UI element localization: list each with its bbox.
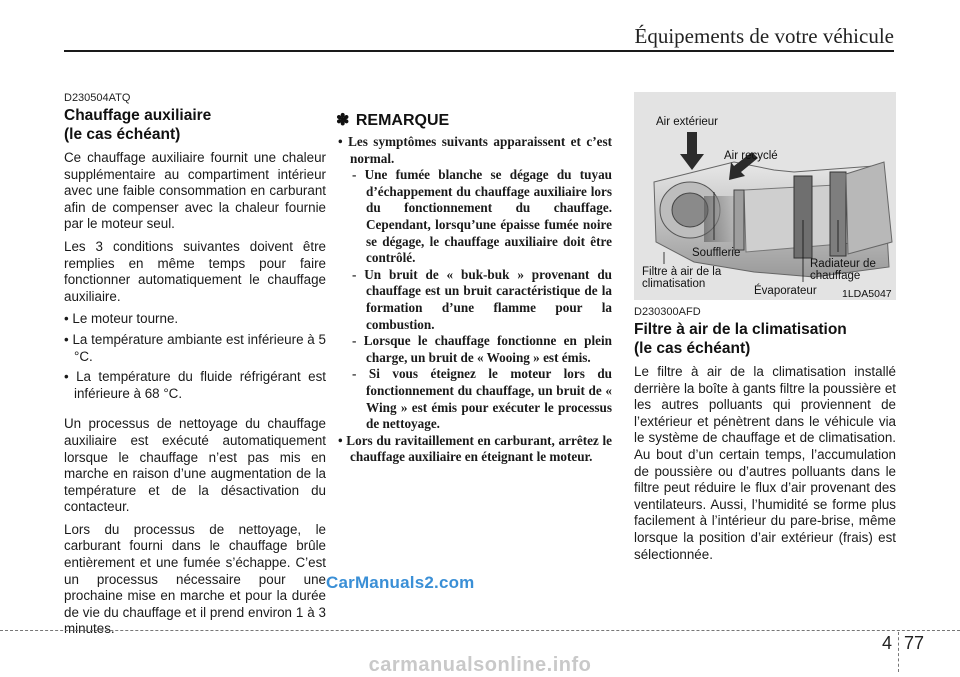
bullet-item: • La température ambiante est inférieure à 5 °C. xyxy=(64,331,326,364)
page-number: 77 xyxy=(904,633,925,653)
column-air-filter xyxy=(634,92,896,569)
heading-line-1: Filtre à air de la climatisation xyxy=(634,321,847,338)
paragraph: Le filtre à air de la climatisation installé derrière la boîte à gants filtre la poussière et les autres polluants qui proviennent de l’extérieur et pénètrent dans le véhicule via le système de chauffage et de climatisation. Au bout d’un certain temps, l’accumulation de poussière ou d’autres polluants dans le filtre peut réduire le flux d’air provenant des ventilateurs. Aussi, l’humidité se forme plus facilement à l’intérieur du pare-brise, même lorsque la position d’air extérieur (frais) est sélectionnée. xyxy=(634,364,896,562)
section-code: D230300AFD xyxy=(634,306,701,318)
label-blower: Soufflerie xyxy=(692,247,741,259)
page-header-title: Équipements de votre véhicule xyxy=(634,24,894,48)
figure-code: 1LDA5047 xyxy=(842,288,892,300)
remark-subitem: - Une fumée blanche se dégage du tuyau d’échappement du chauffage auxiliaire lors du fonctionnement du chauffage. Cependant, lorsqu’une épaisse fumée noire se dégage, le chauffage auxiliaire doit être contrôlé. xyxy=(352,167,612,266)
bullet-item: • Le moteur tourne. xyxy=(64,311,179,327)
paragraph: Un processus de nettoyage du chauffage auxiliaire est exécuté automatiquement lorsque le chauffage n’est pas mis en marche en raison d’une augmentation de la température et de la désactivation du contacteur. xyxy=(64,416,326,515)
bottom-watermark: carmanualsonline.info xyxy=(368,654,592,676)
remark-subitem: - Un bruit de « buk-buk » provenant du chauffage est un bruit caractéristique de la formation d’une flamme pour la combustion. xyxy=(352,266,612,332)
paragraph: Lors du processus de nettoyage, le carburant fourni dans le chauffage brûle entièrement et une fumée s’échappe. C’est un processus nécessaire pour une prochaine mise en marche et pour la durée de vie du chauffage et il prend environ 1 à 3 minutes. xyxy=(64,521,326,637)
header-rule xyxy=(64,50,894,52)
star-icon: ✽ xyxy=(336,112,350,129)
section-heading xyxy=(634,320,896,358)
remark-item: • Les symptômes suivants apparaissent et c’est normal. xyxy=(338,134,612,166)
remark-title xyxy=(336,110,612,130)
watermark-logo: CarManuals2.com xyxy=(326,573,475,592)
remark-title-text: REMARQUE xyxy=(355,112,450,129)
section-heading xyxy=(64,106,326,144)
heading-line-1: Chauffage auxiliaire xyxy=(64,107,212,124)
footer-rule xyxy=(0,630,960,631)
remark-item: • Lors du ravitaillement en carburant, arrêtez le chauffage auxiliaire en éteignant le moteur. xyxy=(338,432,612,465)
label-heater-core: Radiateur de chauffage xyxy=(810,258,876,282)
label-outside-air: Air extérieur xyxy=(656,116,718,128)
section-code: D230504ATQ xyxy=(64,92,131,104)
paragraph: Les 3 conditions suivantes doivent être remplies en même temps pour faire fonctionner automatiquement le chauffage auxiliaire. xyxy=(64,238,326,304)
label-recirculated-air: Air recyclé xyxy=(724,150,778,162)
heading-line-2: (le cas échéant) xyxy=(634,340,751,357)
heading-line-2: (le cas échéant) xyxy=(64,126,181,143)
bullet-item: • La température du fluide réfrigérant est inférieure à 68 °C. xyxy=(64,369,326,401)
label-filter: Filtre à air de la climatisation xyxy=(642,266,722,290)
chapter-number: 4 xyxy=(882,633,893,653)
column-auxiliary-heater xyxy=(64,92,326,644)
remark-subitem: - Si vous éteignez le moteur lors du fonctionnement du chauffage, un bruit de « Wing » est émis pour exécuter le processus de nettoyage. xyxy=(352,366,612,432)
label-evaporator: Évaporateur xyxy=(754,285,817,297)
paragraph: Ce chauffage auxiliaire fournit une chaleur supplémentaire au compartiment intérieur avec une faible consommation en carburant afin de compenser avec la chaleur fournie par le moteur seul. xyxy=(64,150,326,232)
column-remark xyxy=(336,108,612,466)
remark-subitem: - Lorsque le chauffage fonctionne en plein charge, un bruit de « Wooing » est émis. xyxy=(352,333,612,365)
